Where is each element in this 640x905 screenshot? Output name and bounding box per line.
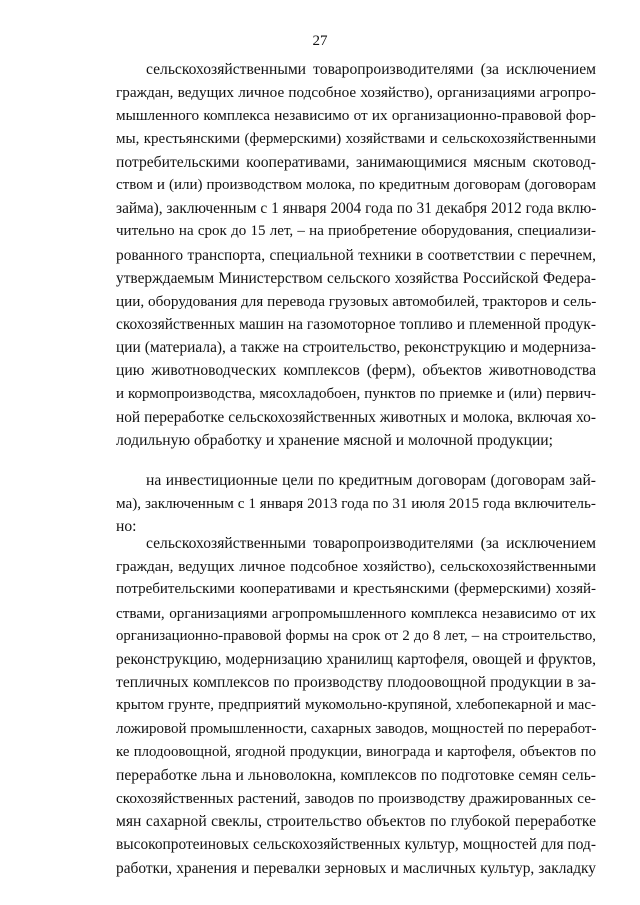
text-line: рованного транспорта, специальной техники в соответствии с перечнем, <box>116 246 596 264</box>
text-line: и кормопроизводства, мясохладобоен, пунктов по приемке и (или) первич- <box>116 385 596 402</box>
text-line: займа), заключенным с 1 января 2004 года по 31 декабря 2012 года вклю- <box>116 200 597 218</box>
text-line: цию животноводческих комплексов (ферм), объектов животноводства <box>116 362 596 380</box>
text-line: лодильную обработку и хранение мясной и молочной продукции; <box>116 432 553 449</box>
text-line: ке плодоовощной, ягодной продукции, винограда и картофеля, объектов по <box>116 743 596 760</box>
text-line: сельскохозяйственными товаропроизводителями (за исключением <box>146 61 596 78</box>
text-line: граждан, ведущих личное подсобное хозяйство), организациями агропро- <box>116 84 596 102</box>
text-line: сельскохозяйственными товаропроизводителями (за исключением <box>146 535 596 552</box>
text-line: скохозяйственных машин на газомоторное топливо и племенной продук- <box>116 316 596 334</box>
paragraph-1 <box>116 58 596 452</box>
text-line: утверждаемым Министерством сельского хозяйства Российской Федера- <box>116 269 596 287</box>
text-line: граждан, ведущих личное подсобное хозяйство), сельскохозяйственными <box>116 558 596 576</box>
text-line: потребительскими кооперативами и крестьянскими (фермерскими) хозяй- <box>116 581 596 598</box>
text-line: ма), заключенным с 1 января 2013 года по 31 июля 2015 года включитель- <box>116 495 596 513</box>
text-line: чительно на срок до 15 лет, – на приобретение оборудования, специализи- <box>116 223 596 240</box>
text-line: ции, оборудования для перевода грузовых автомобилей, тракторов и сель- <box>116 292 597 310</box>
text-line: высокопротеиновых сельскохозяйственных культур, мощностей для под- <box>116 836 596 854</box>
text-line: потребительскими кооперативами, занимающимися мясным скотовод- <box>116 153 596 171</box>
text-line: мышленного комплекса независимо от их организационно-правовой фор- <box>116 107 596 125</box>
text-line: мы, крестьянскими (фермерскими) хозяйствами и сельскохозяйственными <box>116 130 596 147</box>
text-line: организационно-правовой формы на срок от 2 до 8 лет, – на строительство, <box>116 627 596 644</box>
text-line: переработке льна и льноволокна, комплексов по подготовке семян сель- <box>116 766 596 784</box>
text-line: ции (материала), а также на строительство, реконструкцию и модерниза- <box>116 339 596 357</box>
text-line: работки, хранения и перевалки зерновых и масличных культур, закладку <box>116 859 596 877</box>
page-number: 27 <box>312 33 328 49</box>
text-line: мян сахарной свеклы, строительство объектов по глубокой переработке <box>116 813 596 831</box>
text-line: крытом грунте, предприятий мукомольно-крупяной, хлебопекарной и мас- <box>116 697 596 714</box>
text-line: реконструкцию, модернизацию хранилищ картофеля, овощей и фруктов, <box>116 650 596 668</box>
paragraph-2 <box>116 469 596 539</box>
text-line: скохозяйственных растений, заводов по производству дражированных се- <box>116 790 596 808</box>
text-line: ствами, организациями агропромышленного комплекса независимо от их <box>116 604 596 622</box>
paragraph-3 <box>116 532 596 880</box>
text-line: ством и (или) производством молока, по кредитным договорам (договорам <box>116 176 596 193</box>
text-line: ной переработке сельскохозяйственных животных и молока, включая хо- <box>116 408 596 426</box>
text-line: ложировой промышленности, сахарных заводов, мощностей по переработ- <box>116 720 597 737</box>
text-line: но: <box>116 518 137 536</box>
text-line: на инвестиционные цели по кредитным договорам (договорам зай- <box>146 472 596 489</box>
text-line: тепличных комплексов по производству плодоовощной продукции в за- <box>116 674 596 692</box>
